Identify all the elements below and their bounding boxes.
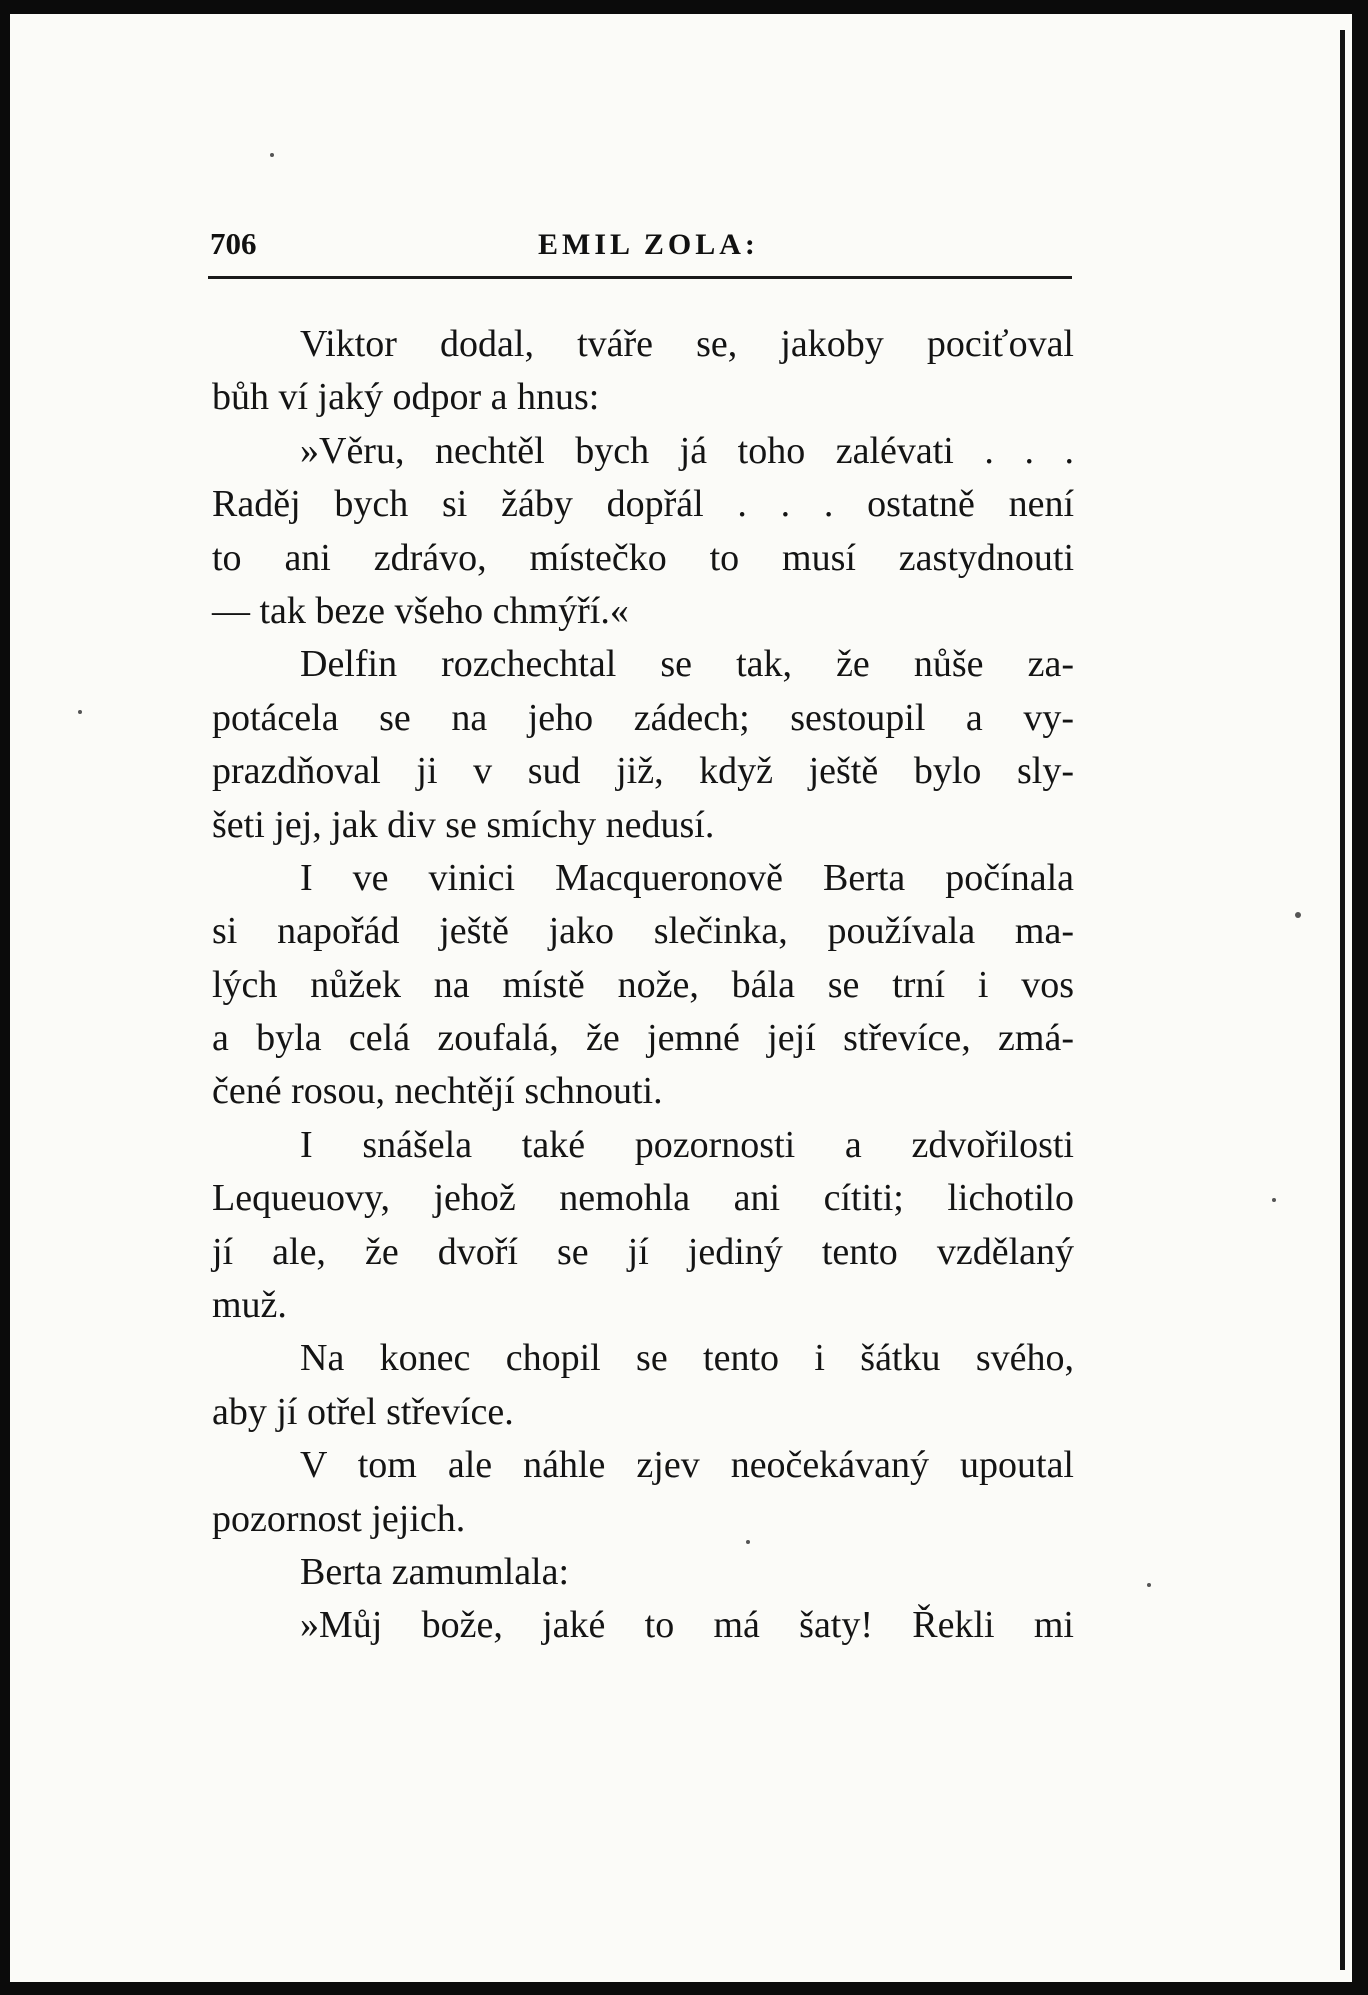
- page-edge-shadow: [1340, 30, 1345, 1970]
- text-line: Raděj bych si žáby dopřál . . . ostatně není: [212, 483, 1074, 526]
- text-line: — tak beze všeho chmýří.«: [212, 589, 629, 632]
- text-line: lých nůžek na místě nože, bála se trní i vos: [212, 963, 1074, 1006]
- text-line: pozornost jejich.: [212, 1497, 466, 1540]
- text-line: »Věru, nechtěl bych já toho zalévati . . .: [300, 429, 1074, 472]
- text-line: »Můj bože, jaké to má šaty! Řekli mi: [300, 1604, 1074, 1647]
- text-line: prazdňoval ji v sud již, když ještě bylo sly-: [212, 750, 1074, 793]
- text-line: Viktor dodal, tváře se, jakoby pociťoval: [300, 323, 1074, 365]
- page-number: 706: [210, 226, 257, 261]
- text-line: Na konec chopil se tento i šátku svého,: [300, 1337, 1074, 1380]
- text-line: čené rosou, nechtějí schnouti.: [212, 1070, 663, 1113]
- header-rule: [208, 276, 1072, 279]
- scan-speck: [746, 1540, 750, 1544]
- text-line: a byla celá zoufalá, že jemné její střevíce, zmá-: [212, 1017, 1074, 1060]
- text-line: Berta zamumlala:: [300, 1550, 570, 1593]
- text-line: I snášela také pozornosti a zdvořilosti: [300, 1123, 1074, 1166]
- page-header: [208, 226, 1074, 270]
- text-line: Lequeuovy, jehož nemohla ani cítiti; lichotilo: [212, 1177, 1074, 1220]
- scan-speck: [1147, 1583, 1151, 1587]
- text-line: V tom ale náhle zjev neočekávaný upoutal: [300, 1444, 1074, 1487]
- text-line: to ani zdrávo, místečko to musí zastydnouti: [212, 536, 1074, 579]
- running-head: EMIL ZOLA:: [538, 228, 759, 261]
- text-line: bůh ví jaký odpor a hnus:: [212, 376, 600, 419]
- page-body: [212, 318, 1074, 1653]
- text-line: potácela se na jeho zádech; sestoupil a vy-: [212, 696, 1074, 739]
- text-line: aby jí otřel střevíce.: [212, 1390, 514, 1433]
- text-line: I ve vinici Macqueronově Berta počínala: [300, 856, 1074, 899]
- scan-speck: [1295, 912, 1301, 918]
- scan-speck: [270, 153, 274, 157]
- text-line: si napořád ještě jako slečinka, používala ma-: [212, 910, 1074, 953]
- scan-speck: [78, 710, 82, 714]
- scan-speck: [1272, 1198, 1276, 1202]
- text-line: muž.: [212, 1284, 287, 1327]
- text-line: jí ale, že dvoří se jí jediný tento vzdělaný: [212, 1230, 1074, 1273]
- text-line: šeti jej, jak div se smíchy nedusí.: [212, 803, 715, 846]
- text-line: Delfin rozchechtal se tak, že nůše za-: [300, 643, 1074, 686]
